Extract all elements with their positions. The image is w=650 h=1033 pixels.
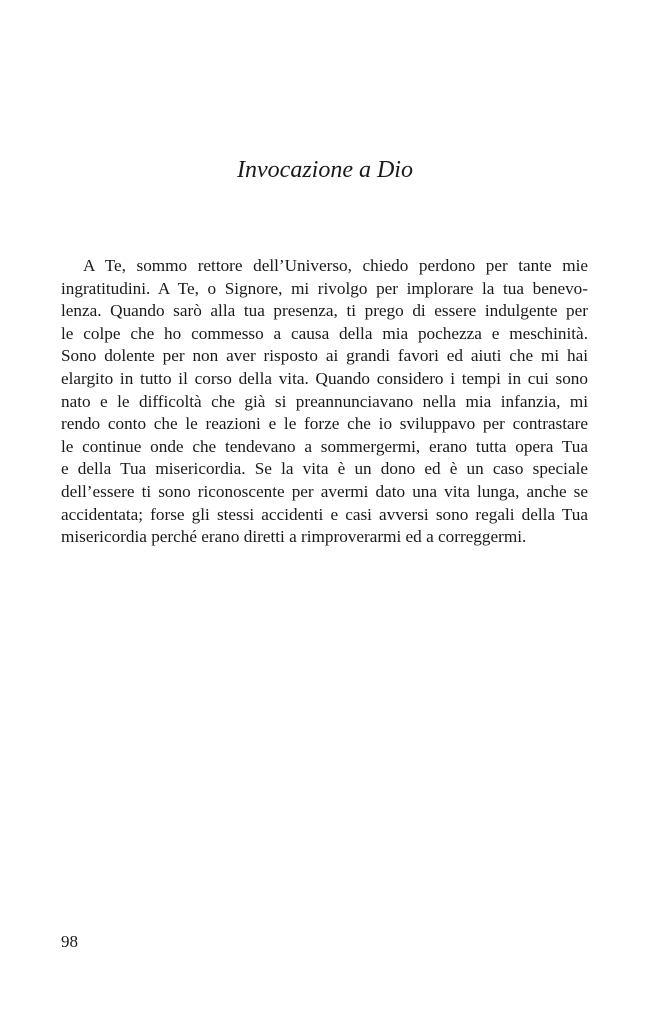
paragraph-line: Sono dolente per non aver risposto ai grandi favori ed aiuti che mi hai <box>61 346 588 366</box>
paragraph-line: elargito in tutto il corso della vita. Quando considero i tempi in cui sono <box>61 368 588 388</box>
paragraph-line: le colpe che ho commesso a causa della mia pochezza e meschinità. <box>61 323 588 343</box>
paragraph-line: accidentata; forse gli stessi accidenti e casi avversi sono regali della Tua <box>61 504 588 524</box>
paragraph-line: lenza. Quando sarò alla tua presenza, ti prego di essere indulgente per <box>61 301 588 321</box>
chapter-title: Invocazione a Dio <box>237 157 413 183</box>
paragraph-line: ingratitudini. A Te, o Signore, mi rivolgo per implorare la tua benevo- <box>61 278 588 298</box>
paragraph-line: A Te, sommo rettore dell’Universo, chiedo perdono per tante mie <box>83 256 588 275</box>
paragraph-line: nato e le difficoltà che già si preannunciavano nella mia infanzia, mi <box>61 391 588 411</box>
body-paragraph <box>61 255 588 549</box>
paragraph-line: e della Tua misericordia. Se la vita è un dono ed è un caso speciale <box>61 459 588 479</box>
paragraph-line: rendo conto che le reazioni e le forze che io sviluppavo per contrastare <box>61 414 588 434</box>
paragraph-line: le continue onde che tendevano a sommergermi, erano tutta opera Tua <box>61 436 588 456</box>
paragraph-line: misericordia perché erano diretti a rimproverarmi ed a correggermi. <box>61 527 527 547</box>
paragraph-line: dell’essere ti sono riconoscente per avermi dato una vita lunga, anche se <box>61 481 588 501</box>
page-number: 98 <box>61 932 78 951</box>
